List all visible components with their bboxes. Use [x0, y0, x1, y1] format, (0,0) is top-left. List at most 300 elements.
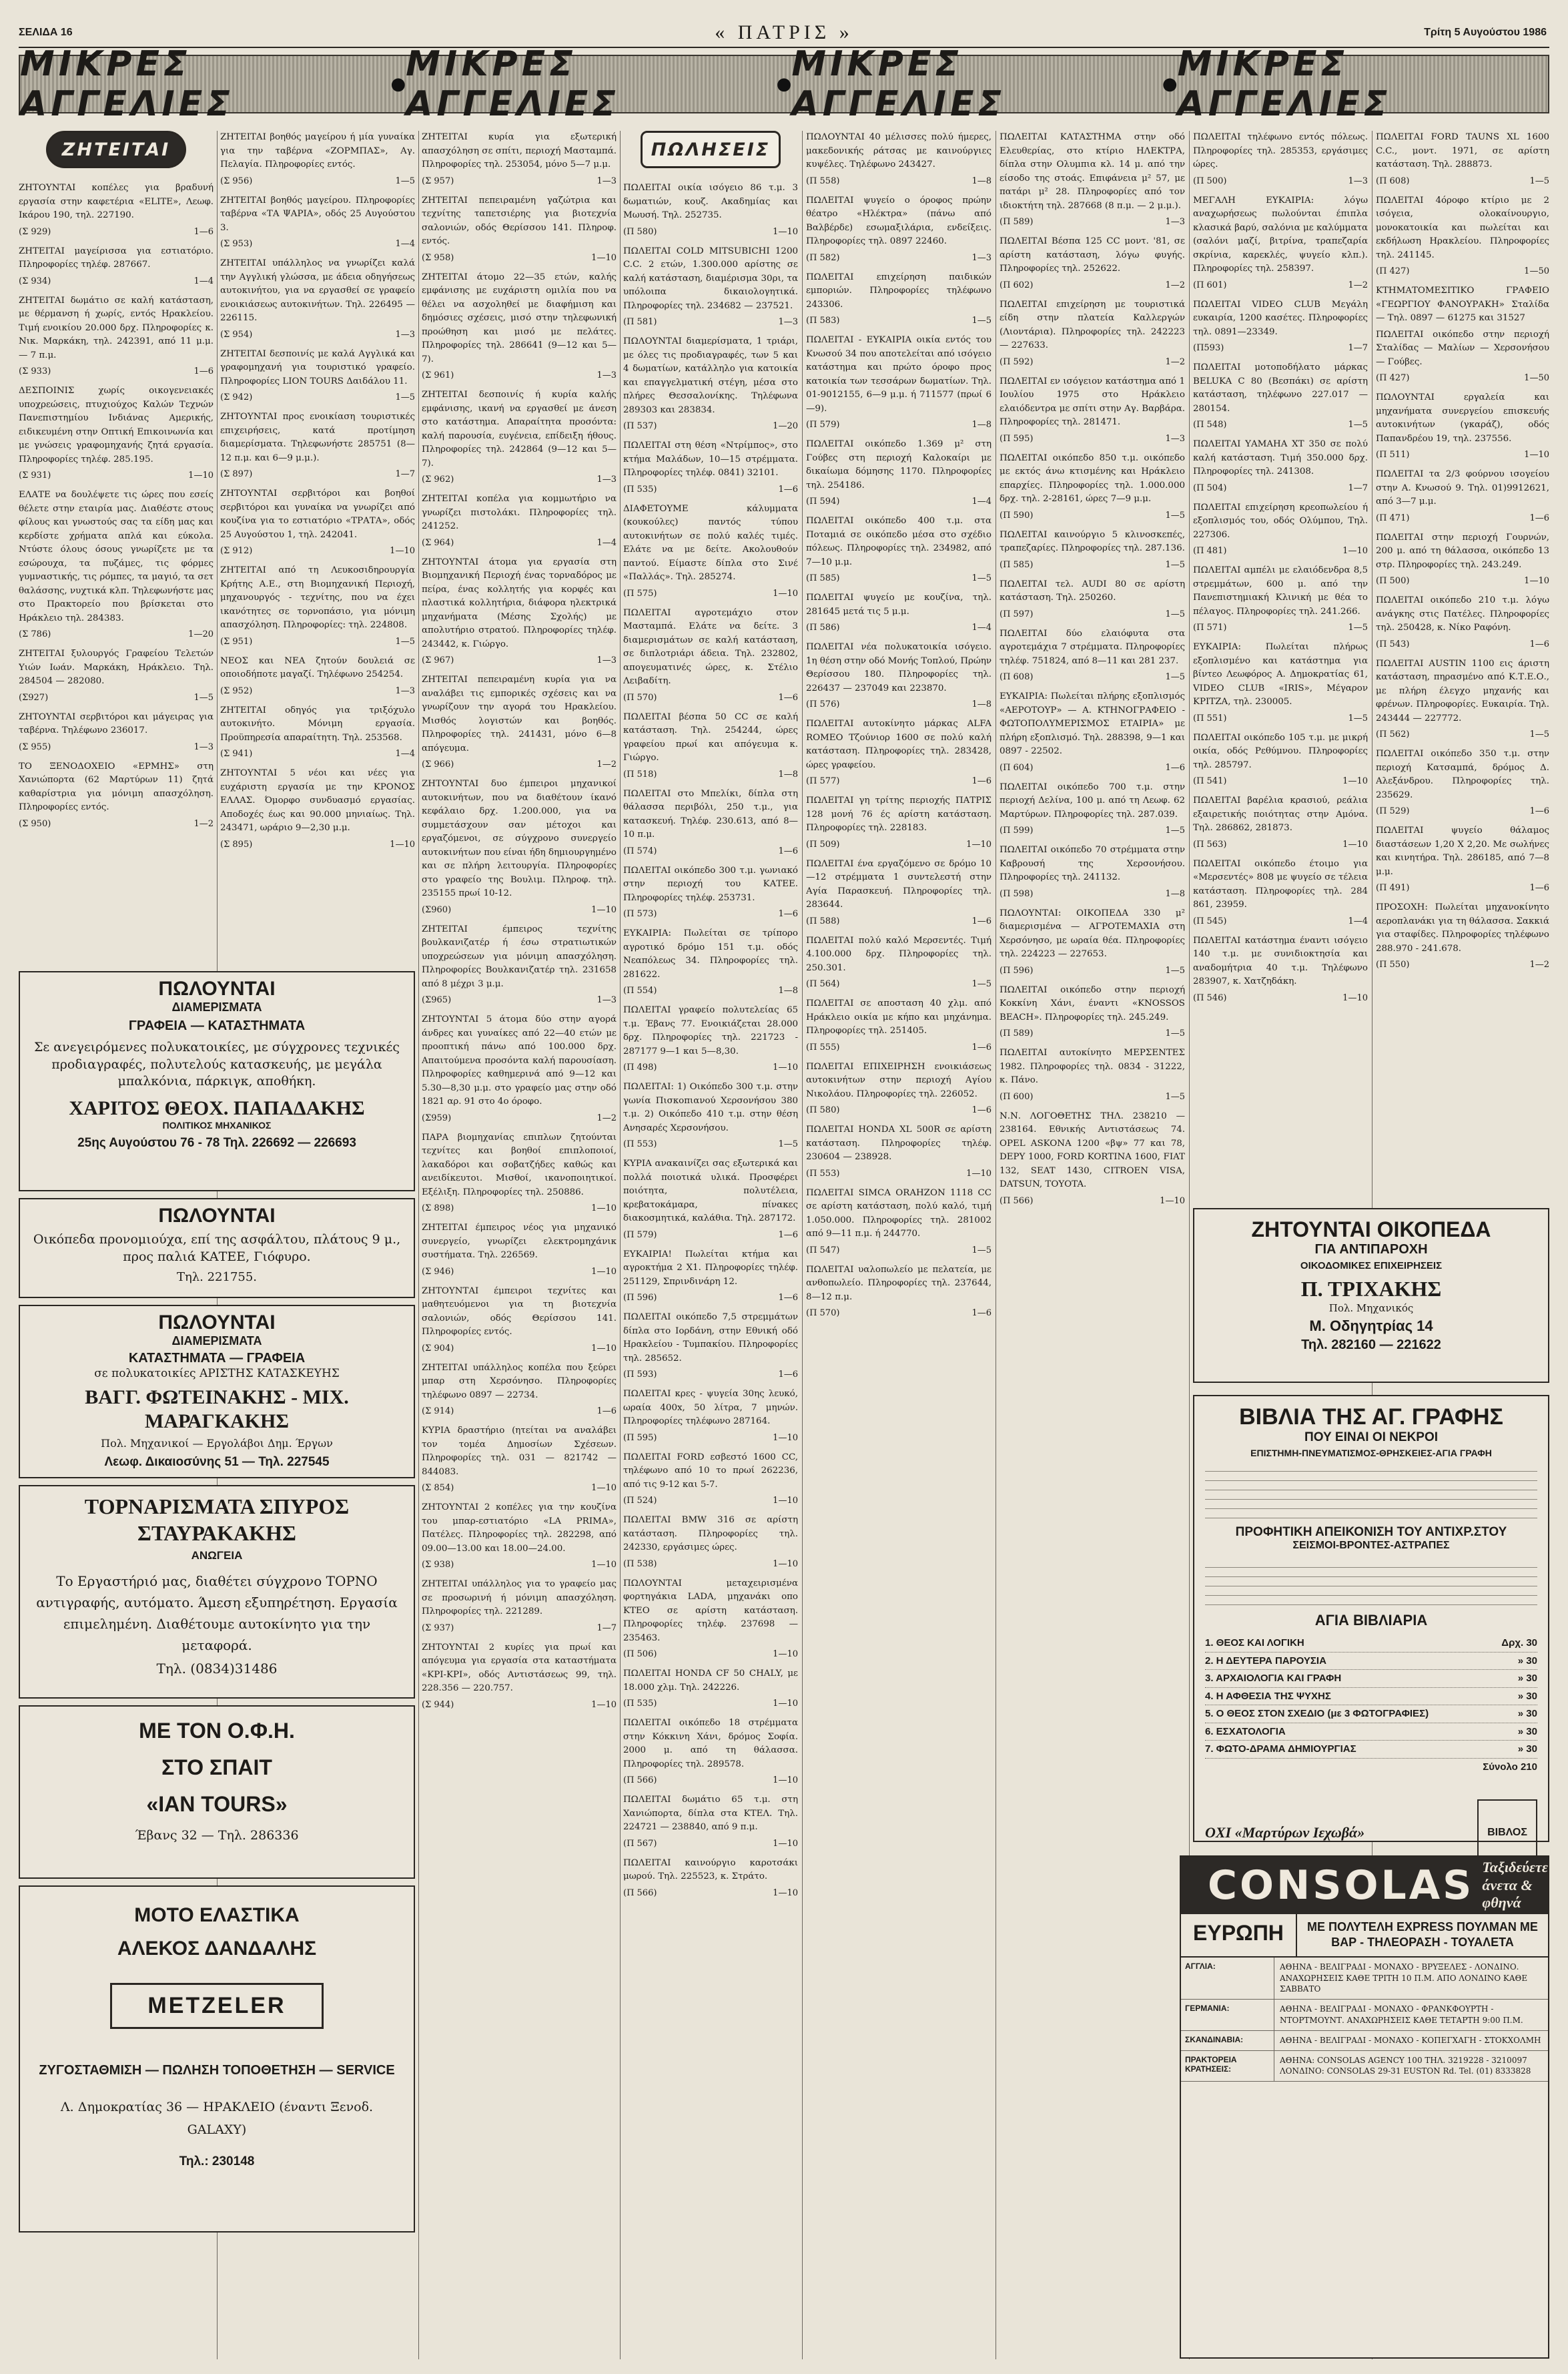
ad-code: (Π 590): [1000, 510, 1034, 521]
column-6: [1000, 131, 1185, 2359]
ad-run: 1—10: [188, 471, 214, 481]
box-role: Πολ. Μηχανικός: [1328, 1302, 1414, 1314]
ad-run: 1—6: [1529, 639, 1549, 649]
ad-reference: [623, 1697, 798, 1710]
ad-reference: [1376, 882, 1549, 894]
classified-ad: ΠΩΛΕΙΤΑΙ οικόπεδο στην περιοχή Κοκκίνη Χάνι, έναντι «KNOSSOS BEACH». Πληροφορίες τηλ. 245.249.: [1000, 984, 1185, 1022]
ad-run: 1—3: [971, 252, 992, 263]
ad-reference: [623, 1138, 798, 1151]
ad-reference: [806, 1167, 992, 1180]
ads-list: [422, 131, 617, 1711]
ad-run: 1—3: [597, 995, 617, 1005]
fine-print: [1205, 1558, 1537, 1605]
classified-ad: ΠΡΟΣΟΧΗ: Πωλείται μηχανοκίνητο αεροπλανάκι για τη θάλασσα. Σακκιά για σταφίδες. Πληροφορίες τηλέφωνο 288.970 - 241.678.: [1376, 902, 1549, 954]
classified-ad: ΠΩΛΕΙΤΑΙ καινούργιο καροτσάκι μωρού. Τηλ. 225523, κ. Στράτο.: [623, 1857, 798, 1881]
ad-reference: [623, 1558, 798, 1570]
ad-run: 1—5: [1165, 1028, 1185, 1038]
classified-ad: ΖΗΤΕΙΤΑΙ υπάλληλος για το γραφείο μας σε προσωρινή ή μόνιμη απασχόληση. Πληροφορίες τηλ. 221289.: [422, 1579, 617, 1616]
ad-run: 1—3: [1165, 217, 1185, 227]
ad-run: 1—5: [1165, 826, 1185, 836]
ad-run: 1—20: [773, 421, 798, 431]
schedule-row: [1181, 1958, 1548, 2000]
ad-code: (Σ 951): [220, 636, 253, 647]
ad-reference: [623, 1368, 798, 1381]
ad-code: (Σ 854): [422, 1483, 454, 1493]
classified-ad: ΠΩΛΕΙΤΑΙ FORD TAUNS XL 1600 C.C., μοντ. 1971, σε αρίστη κατάσταση. Τηλ. 288873.: [1376, 132, 1549, 170]
ad-code: (Π 566): [623, 1775, 657, 1785]
book-title: 6. ΕΣΧΑΤΟΛΟΓΙΑ: [1205, 1725, 1286, 1737]
classified-ad: ΝΕΟΣ και ΝΕΑ ζητούν δουλειά σε οποιοδήποτε μαγαζί. Τηλέφωνο 254254.: [220, 655, 415, 679]
ads-list: [623, 182, 798, 1899]
classified-ad: ΖΗΤΟΥΝΤΑΙ κοπέλες για βραδυνή εργασία στην καφετέρια «ΕLITE», Λεωφ. Ικάρου 190, τηλ. 227190.: [19, 183, 214, 220]
ad-run: 1—2: [1529, 960, 1549, 970]
ad-code: (Σ 786): [19, 629, 51, 639]
ad-reference: [220, 545, 415, 557]
classified-ad: ΠΩΛΕΙΤΑΙ επιχείρηση παιδικών εμποριών. Πληροφορίες τηλέφωνο 243306.: [806, 272, 992, 310]
ad-run: 1—2: [193, 818, 214, 829]
consolas-slogan: Ταξιδεύετε άνετα & φθηνά: [1482, 1859, 1548, 1911]
schedule-row: [1181, 2000, 1548, 2031]
box-contact: Τηλ. 282160 — 221622: [1301, 1338, 1441, 1353]
ad-run: 1—8: [1165, 888, 1185, 899]
ad-reference: [623, 1291, 798, 1304]
classified-ad: ΠΩΛΕΙΤΑΙ σε αποσταση 40 χλμ. από Ηράκλειο οικία με κήπο και μηχάνημα. Πληροφορίες τηλ. 251405.: [806, 998, 992, 1036]
ad-code: (Π 583): [806, 316, 840, 326]
ad-code: (Π 543): [1376, 639, 1410, 649]
ad-code: (Π 575): [623, 588, 657, 599]
classified-ad: ΠΩΛΕΙΤΑΙ οικόπεδο 350 τ.μ. στην περιοχή Κατσαμπά, δρόμος Δ. Αλεξάνδρου. Πληροφορίες τηλ. 235629.: [1376, 749, 1549, 800]
classified-ad: ΔΙΑΦΕΤΟΥΜΕ κάλυμματα (κουκούλες) παντός τύπου αυτοκινήτων σε πολύ καλές τιμές. Ελάτε να με δείτε. Ακολουθούν παντού. Είμαστε δίπλα στο Σινέ «Παλλάς». Τηλ. 285274.: [623, 503, 798, 582]
ad-reference: [422, 758, 617, 771]
ad-run: 1—10: [591, 1203, 617, 1213]
classified-ad: ΕΥΚΑΙΡΙΑ: Πωλείται σε τρίπορο αγροτικό δρόμο 151 τ.μ. οδός Νεαπόλεως 34. Πληροφορίες τηλ. 281622.: [623, 928, 798, 980]
schedule-details: ΑΘΗΝΑ - ΒΕΛΙΓΡΑΔΙ - ΜΟΝΑΧΟ - ΦΡΑΝΚΦΟΥΡΤΗ - ΝΤΟΡΤΜΟΥΝΤ. ΑΝΑΧΩΡΗΣΕΙΣ ΚΑΘΕ ΤΕΤΑΡΤΗ 9:00 Π.Μ.: [1280, 2004, 1523, 2025]
box-line: ΓΡΑΦΕΙΑ — ΚΑΤΑΣΤΗΜΑΤΑ: [128, 1018, 306, 1033]
ad-run: 1—5: [1165, 609, 1185, 619]
classified-ad: ΖΗΤΕΙΤΑΙ έμπειρος νέος για μηχανικό συνεργείο, γνωρίζει ελεκτρομηχάνικ συστήματα. Τηλ. 226569.: [422, 1223, 617, 1260]
ad-code: (Π 481): [1193, 546, 1227, 556]
box-subtitle: ΔΙΑΜΕΡΙΣΜΑΤΑ: [171, 1334, 262, 1348]
book-row: [1205, 1688, 1537, 1706]
ad-run: 1—5: [1165, 559, 1185, 570]
ad-reference: [806, 978, 992, 990]
ads-list: [1000, 131, 1185, 1207]
ad-reference: [220, 391, 415, 404]
ad-box-tornarismata: [19, 1485, 415, 1699]
ads-list: [806, 131, 992, 1319]
ad-run: 1—50: [1524, 373, 1549, 383]
ad-code: (Π 594): [806, 497, 840, 507]
book-price: » 30: [1517, 1655, 1537, 1667]
ad-run: 1—10: [773, 226, 798, 237]
ad-reference: [422, 1405, 617, 1418]
ad-reference: [623, 420, 798, 432]
book-price: » 30: [1517, 1725, 1537, 1737]
classified-ad: ΠΩΛΕΙΤΑΙ SIMCA ORAHZON 1118 CC σε αρίστη κατάσταση, πολύ καλό, τιμή 1.050.000. Πληροφορίες τηλ. 281002 από 9—11 π.μ. ή 244770.: [806, 1187, 992, 1239]
ads-list: [1193, 131, 1368, 1004]
classified-ad: ΠΩΛΕΙΤΑΙ στο Μπελίκι, δίπλα στη θάλασσα περιβόλι, 250 τ.μ., για κατασκευή. Τηλέφ. 230.613, από 8—10 π.μ.: [623, 788, 798, 840]
ad-reference: [623, 984, 798, 997]
ad-reference: [806, 621, 992, 634]
classified-ad: ΠΩΛΕΙΤΑΙ αμπέλι με ελαιόδενδρα 8,5 στρεμμάτων, 600 μ. από την Πανεπιστημιακή Κλινική με θέα το πέλαγος. Πληροφορίες τηλ. 241.266.: [1193, 565, 1368, 617]
classified-ad: ΠΩΛΕΙΤΑΙ οικόπεδο 7,5 στρεμμάτων δίπλα στο Ιορδάνη, στην Εθνική οδό Ηρακλείου - Τυμπακίου. Πληροφορίες τηλ. 285652.: [623, 1312, 798, 1364]
ad-reference: [623, 1774, 798, 1787]
ad-reference: [19, 365, 214, 378]
classified-ad: ΠΩΛΟΥΝΤΑΙ μεταχειρισμένα φορτηγάκια LADA, μηχανάκι οπο ΚΤΕΟ σε αρίστη κατάσταση. Πληροφορίες τηλέφ. 237698 — 235463.: [623, 1578, 798, 1643]
ad-code: (Π 562): [1376, 729, 1410, 739]
ad-code: (Π 538): [623, 1558, 657, 1569]
ad-code: (Π 596): [623, 1293, 657, 1303]
ad-reference: [1376, 449, 1549, 461]
ad-code: (Π 518): [623, 769, 657, 780]
ad-code: (Π 573): [623, 909, 657, 919]
ad-code: (Π 588): [806, 916, 840, 926]
ad-reference: [623, 316, 798, 328]
book-title: 3. ΑΡΧΑΙΟΛΟΓΙΑ ΚΑΙ ΓΡΑΦΗ: [1205, 1673, 1342, 1684]
ad-run: 1—2: [597, 1113, 617, 1123]
consolas-service: ΜΕ ΠΟΛΥΤΕΛΗ EXPRESS ΠΟΥΛΜΑΝ ΜΕ ΒΑΡ - ΤΗΛΕΟΡΑΣΗ - ΤΟΥΑΛΕΤΑ: [1307, 1920, 1538, 1950]
schedule-destination: ΠΡΑΚΤΟΡΕΙΑ ΚΡΑΤΗΣΕΙΣ:: [1181, 2051, 1274, 2082]
classified-ad: ΠΩΛΕΙΤΑΙ οικόπεδο 300 τ.μ. γωνιακό στην περιοχή του ΚΑΤΕΕ. Πληροφορίες τηλέφ. 253731.: [623, 865, 798, 903]
ad-code: (Π 471): [1376, 513, 1410, 523]
ad-code: (Π 558): [806, 176, 840, 186]
ad-run: 1—6: [778, 1370, 798, 1380]
classified-ad: ΠΩΛΕΙΤΑΙ βαρέλια κρασιού, ρεάλια εξαιρετικής ποιότητας στην Αμόνα. Τηλ. 286862, 281873.: [1193, 796, 1368, 833]
ad-code: (Σ 955): [19, 741, 51, 752]
ad-code: (Π 551): [1193, 713, 1227, 723]
box-contact: Τηλ. 221755.: [176, 1270, 258, 1285]
ad-run: 1—5: [971, 573, 992, 583]
ad-reference: [806, 418, 992, 431]
banner-separator: ●: [776, 74, 792, 94]
ad-run: 1—5: [971, 316, 992, 326]
ad-reference: [422, 904, 617, 916]
ad-reference: [806, 698, 992, 711]
classifieds-banner: [19, 44, 1549, 124]
ad-code: (Π 506): [623, 1649, 657, 1659]
ad-code: (Σ 944): [422, 1699, 454, 1710]
classified-ad: ΠΩΛΕΙΤΑΙ οικόπεδο 1.369 μ² στη Γούβες στη περιοχή Καλοκαίρι με δικαίωμα δόμησης 1170. Πληροφορίες τηλ. 254186.: [806, 439, 992, 491]
ad-box-consolas: [1180, 1855, 1549, 2359]
book-row: [1205, 1635, 1537, 1653]
ad-reference: [422, 1699, 617, 1711]
classified-ad: ΖΗΤΕΙΤΑΙ κυρία για εξωτερική απασχόληση σε σπίτι, περιοχή Μασταμπά. Πληροφορίες τηλ. 253054, μόνο 5—7 μ.μ.: [422, 132, 617, 170]
ad-code: (Σ 895): [220, 839, 253, 850]
classified-ad: ΠΩΛΕΙΤΑΙ ΕΠΙΧΕΙΡΗΣΗ ενοικιάσεως αυτοκινήτων στην περιοχή Αγίου Νικολάου. Πληροφορίες τηλ. 226052.: [806, 1061, 992, 1099]
ad-code: (Π 570): [806, 1308, 840, 1318]
classified-ad: ΖΗΤΟΥΝΤΑΙ 5 άτομα δύο στην αγορά άνδρες και γυναίκες από 22—40 ετών με προοπτική πάνω από 100.000 δρχ. Απαιτούμενα προσόντα καλή παρουσίαση. Πληροφορίες καθημερινά από 9—12 και 5.30—8,30 μ.μ. στο γραφείο μας στην οδό 1821 αρ. 91 στο 4ο όροφο.: [422, 1014, 617, 1107]
banner-separator: ●: [1162, 74, 1178, 94]
ad-run: 1—3: [1348, 176, 1368, 186]
ad-code: (Σ 958): [422, 252, 454, 263]
ad-reference: [623, 1432, 798, 1444]
box-contact: Τηλ. (0834)31486: [156, 1661, 278, 1677]
ad-run: 1—6: [778, 1229, 798, 1240]
ad-code: (Π 491): [1376, 883, 1410, 893]
ad-code: (Π 548): [1193, 420, 1227, 430]
ad-run: 1—10: [591, 1699, 617, 1710]
box-title: ΠΩΛΟΥΝΤΑΙ: [158, 978, 276, 1000]
ad-code: (Σ 937): [422, 1622, 454, 1633]
ad-code: (Σ 950): [19, 818, 51, 829]
ad-code: (Π 586): [806, 623, 840, 633]
ad-code: (Π 580): [806, 1105, 840, 1115]
ad-reference: [19, 226, 214, 238]
book-price: » 30: [1517, 1743, 1537, 1755]
ad-reference: [1376, 175, 1549, 188]
ad-code: (Π 564): [806, 979, 840, 989]
ad-code: (Σ 957): [422, 176, 454, 186]
ad-box-moto-elastika: [19, 1885, 415, 2233]
classified-ad: ΠΩΛΕΙΤΑΙ: 1) Οικόπεδο 300 τ.μ. στην γωνία Πισκοπιανού Χερσονήσου 380 τ.μ. 2) Οικόπεδο 410 τ.μ. στην θέση Ανησαρές Χερσονήσου.: [623, 1082, 798, 1133]
ad-code: (Π593): [1193, 343, 1224, 353]
ad-code: (Π 595): [1000, 433, 1034, 444]
classified-ad: ΠΩΛΟΥΝΤΑΙ 40 μέλισσες πολύ ήμερες, μακεδονικής ράτσας με καινούργιες κυψέλες. Τηλέφωνο 243427.: [806, 132, 992, 170]
ad-run: 1—10: [773, 1063, 798, 1073]
classified-ad: ΕΥΚΑΙΡΙΑ: Πωλείται πλήρως εξοπλισμένο και κατάστημα για βίντεο Λεωφόρος Α. Δημοκρατίας 61, VIDEO CLUB «IRIS», Μέγαρον ΚΡΙΤΖΑ, τηλ. 230005.: [1193, 642, 1368, 707]
ad-code: (Σ 953): [220, 239, 253, 249]
ad-code: (Σ 956): [220, 176, 253, 186]
ad-reference: [623, 691, 798, 704]
ad-run: 1—4: [971, 497, 992, 507]
ad-code: (Π 550): [1376, 960, 1410, 970]
ad-run: 1—4: [1348, 916, 1368, 926]
classified-ad: ΠΩΛΕΙΤΑΙ στην περιοχή Γουρνών, 200 μ. από τη θάλασσα, οικόπεδο 13 στρ. Πληροφορίες τηλ. 243.249.: [1376, 532, 1549, 570]
ad-code: (Π 427): [1376, 266, 1410, 276]
box-line: ΑΛΕΚΟΣ ΔΑΝΔΑΛΗΣ: [117, 1938, 317, 1960]
ad-reference: [1376, 958, 1549, 971]
ad-code: (Σ 912): [220, 546, 253, 556]
classified-ad: ΠΩΛΕΙΤΑΙ δωμάτιο 65 τ.μ. στη Χανιώπορτα, δίπλα στα ΚΤΕΛ. Τηλ. 224721 — 238840, από 9 π.μ.: [623, 1795, 798, 1832]
ad-run: 1—6: [971, 776, 992, 786]
ad-run: 1—8: [971, 420, 992, 430]
ad-reference: [19, 818, 214, 830]
ad-reference: [220, 328, 415, 341]
ad-run: 1—4: [597, 537, 617, 548]
book-title: 1. ΘΕΟΣ ΚΑΙ ΛΟΓΙΚΗ: [1205, 1637, 1304, 1649]
ad-run: 1—10: [591, 252, 617, 263]
ad-reference: [422, 1112, 617, 1125]
classified-ad: ΠΩΛΕΙΤΑΙ FORD εσβεστό 1600 CC, τηλέφωνο από 10 το πρωί 262236, από τις 9-12 και 5-7.: [623, 1452, 798, 1490]
ad-code: (Π 535): [623, 1699, 657, 1709]
classified-ad: ΖΗΤΕΙΤΑΙ υπάλληλος κοπέλα που ξεύρει μπαρ στη Χερσόνησο. Πληροφορίες τηλέφωνο 0897 — 22734.: [422, 1362, 617, 1400]
classified-ad: ΠΩΛΕΙΤΑΙ ψυγείο με κουζίνα, τηλ. 281645 μετά τις 5 μ.μ.: [806, 593, 992, 617]
classified-ad: ΠΩΛΕΙΤΑΙ τα 2/3 φούρνου ισογείου στην Α. Κνωσού 9. Τηλ. 01)9912621, από 3—7 μ.μ.: [1376, 469, 1549, 507]
book-row: [1205, 1670, 1537, 1688]
classified-ad: ΠΩΛΕΙΤΑΙ αγροτεμάχιο στον Μασταμπά. Ελάτε να δείτε. 3 διαμερισμάτων σε καλή κατάσταση, σε διπλοτριάρι άδεια. Τηλ. 232802, απογευματινές ώρες, κ. Στέλιο Λειβαδίτη.: [623, 607, 798, 686]
classified-ad: ΕΥΚΑΙΡΙΑ: Πωλείται πλήρης εξοπλισμός «ΑΕΡΟΤΟΥΡ» — Α. ΚΤΗΝΟΓΡΑΦΕΙΟ - ΦΩΤΟΠΟΛΥΜΕΡΙΣΜΟΣ ΕΤΑΙΡΙΑ» με πλήρη εξοπλισμό. Τηλ. 288398, 9—1 και 0897 - 22502.: [1000, 691, 1185, 756]
ad-code: (Π 579): [623, 1229, 657, 1240]
ad-code: (Σ965): [422, 995, 452, 1005]
schedule-row: [1181, 2051, 1548, 2082]
ad-reference: [623, 1887, 798, 1899]
box-contact: Λεωφ. Δικαιοσύνης 51 — Τηλ. 227545: [104, 1454, 330, 1469]
ad-code: (Σ 952): [220, 685, 253, 696]
ad-code: (Π 570): [623, 692, 657, 703]
ad-reference: [422, 252, 617, 264]
ad-code: (Π 553): [623, 1139, 657, 1149]
classified-ad: ΠΩΛΕΙΤΑΙ 4όροφο κτίριο με 2 ισόγεια, ολοκαίνουργιο, μονοκατοικία και πωλείται και εκδήλωση Ηρακλείου. Πληροφορίες τηλ. 241145.: [1376, 195, 1549, 260]
classified-ad: ΠΩΛΕΙΤΑΙ γραφείο πολυτελείας 65 τ.μ. Έβανς 77. Ενοικιάζεται 28.000 δρχ. Πληροφορίες τηλ. 221723 - 287177 9—1 και 5—8,30.: [623, 1005, 798, 1057]
classified-ad: ΠΩΛΕΙΤΑΙ κρες - ψυγεία 30ης λευκό, ωραία 400x, 50 λίτρα, 7 μηνών. Πληροφορίες τηλέφωνο 287164.: [623, 1389, 798, 1426]
ad-code: (Π 580): [623, 226, 657, 237]
classified-ad: ΠΩΛΕΙΤΑΙ στη θέση «Ντρίμπος», στο κτήμα Μαλάδων, 10—15 στρέμματα. Πληροφορίες τηλέφ. 0841) 32101.: [623, 440, 798, 478]
classified-ad: ΠΩΛΕΙΤΑΙ οικόπεδο 850 τ.μ. οικόπεδο με εκτός άνω κτισμένης και Ηράκλειο επαρχίες. Πληροφορίες τηλ. 1.000.000 δρχ. τηλ. 2-28161, ώρες 7—9 μ.μ.: [1000, 453, 1185, 504]
ad-reference: [422, 537, 617, 549]
ad-run: 1—5: [1165, 510, 1185, 521]
ad-run: 1—10: [390, 546, 415, 556]
box-name: Π. ΤΡΙΧΑΚΗΣ: [1300, 1277, 1442, 1301]
ad-reference: [1376, 575, 1549, 587]
column-rule: [802, 131, 803, 2359]
ad-code: (Π 567): [623, 1838, 657, 1849]
classified-ad: ΜΕΓΑΛΗ ΕΥΚΑΙΡΙΑ: λόγω αναχωρήσεως πωλούνται έπιπλα κλασικά βαρύ, σαλόνια με καλύμματα (σαλόνι μαζί, βιτρίνα, τραπεζαρία σκρίνια, καρεκλές, ψυγείο κλπ.). Πληροφορίες τηλ. 258397.: [1193, 195, 1368, 274]
ad-reference: [1000, 671, 1185, 683]
classified-ad: ΠΩΛΕΙΤΑΙ οικόπεδο 70 στρέμματα στην Καβρουσή της Χερσονήσου. Πληροφορίες τηλ. 241132.: [1000, 845, 1185, 882]
ad-code: (Π 608): [1376, 176, 1410, 186]
classified-ad: ΠΩΛΕΙΤΑΙ οικόπεδο στην περιοχή Σταλίδας — Μαλίων — Χερσονήσου — Γούβες.: [1376, 329, 1549, 367]
ad-code: (Σ 938): [422, 1560, 454, 1570]
ad-run: 1—2: [1165, 356, 1185, 367]
ad-run: 1—10: [773, 1649, 798, 1659]
ad-reference: [623, 226, 798, 238]
ad-code: (Π 585): [806, 573, 840, 583]
ad-run: 1—10: [390, 839, 415, 850]
ad-code: (Σ960): [422, 904, 452, 915]
box-line: σε πολυκατοικίες ΑΡΙΣΤΗΣ ΚΑΤΑΣΚΕΥΗΣ: [94, 1367, 340, 1380]
schedule-destination: ΑΓΓΛΙΑ:: [1181, 1958, 1274, 1999]
ads-list: [1376, 131, 1549, 971]
box-line: «IAN TOURS»: [146, 1792, 288, 1816]
ad-code: (Π 581): [623, 317, 657, 327]
ad-reference: [422, 1622, 617, 1635]
issue-date: Τρίτη 5 Αυγούστου 1986: [1424, 27, 1547, 38]
ad-reference: [19, 741, 214, 754]
ad-code: (Σ 904): [422, 1343, 454, 1354]
classified-ad: ΠΩΛΕΙΤΑΙ HONDA XL 500R σε αρίστη κατάσταση. Πληροφορίες τηλέφ. 230604 — 238928.: [806, 1125, 992, 1162]
ad-code: (Π 524): [623, 1496, 657, 1506]
ad-code: (Σ 966): [422, 760, 454, 770]
ad-run: 1—6: [1529, 513, 1549, 523]
ad-code: (Σ 946): [422, 1266, 454, 1277]
ad-reference: [1000, 608, 1185, 621]
box-subtitle: ΔΙΑΜΕΡΙΣΜΑΤΑ: [171, 1000, 262, 1014]
ad-code: (Π 597): [1000, 609, 1034, 619]
ad-box-ian-tours: [19, 1705, 415, 1879]
box-contact: Έβανς 32 — Τηλ. 286336: [135, 1828, 299, 1843]
classified-ad: ΠΩΛΕΙΤΑΙ ψυγείο ο όροφος πρώην θέατρο «Ηλέκτρα» (πάνω από Βαλβέρδε) εσωμαξιλάρια, ενδείξεις. Πληροφορίες τηλ. 0897 22460.: [806, 195, 992, 246]
classified-ad: ΖΗΤΟΥΝΤΑΙ 2 κοπέλες για την κουζίνα του μπαρ-εστιατόριο «LA PRIMA», Πατέλες. Πληροφορίες τηλ. 282298, από 09.00—13.00 και 18.00—24.00.: [422, 1502, 617, 1554]
box-body: ΖΥΓΟΣΤΑΘΜΙΣΗ — ΠΩΛΗΣΗ ΤΟΠΟΘΕΤΗΣΗ — SERVICE: [39, 2063, 395, 2078]
classified-ad: ΠΩΛΕΙΤΑΙ οικόπεδο 210 τ.μ. λόγω ανάγκης στις Πατέλες. Πληροφορίες τηλ. 250428, κ. Νίκο Ραφόνη.: [1376, 595, 1549, 633]
ad-run: 1—3: [395, 685, 415, 696]
ad-run: 1—10: [1342, 776, 1368, 786]
box-line: ΕΠΙΣΤΗΜΗ-ΠΝΕΥΜΑΤΙΣΜΟΣ-ΘΡΗΣΚΕΙΕΣ-ΑΓΙΑ ΓΡΑΦΗ: [1250, 1448, 1492, 1458]
ad-run: 1—3: [193, 741, 214, 752]
classified-ad: ΠΩΛΕΙΤΑΙ ΚΑΤΑΣΤΗΜΑ στην οδό Ελευθερίας, στο κτίριο ΗΛΕΚΤΡΑ, δίπλα στην Ολυμπια κλ. 14 μ. από την είσοδο της στοάς. Επιφάνεια μ² 57, με πατάρι μ² 28. Πληροφορίες από τον ιδιοκτήτη τηλ. 287668 (8 π.μ. — 2 μ.μ.).: [1000, 132, 1185, 211]
book-title: 7. ΦΩΤΟ-ΔΡΑΜΑ ΔΗΜΙΟΥΡΓΙΑΣ: [1205, 1743, 1356, 1755]
box-name: ΒΑΓΓ. ΦΩΤΕΙΝΑΚΗΣ - ΜΙΧ. ΜΑΡΑΓΚΑΚΗΣ: [85, 1386, 349, 1432]
box-body: Οικόπεδα προνομιούχα, επί της ασφάλτου, πλάτους 9 μ., προς παλιά ΚΑΤΕΕ, Γιόφυρο.: [33, 1232, 401, 1264]
book-title: 2. Η ΔΕΥΤΕΡΑ ΠΑΡΟΥΣΙΑ: [1205, 1655, 1326, 1667]
consolas-region: ΕΥΡΩΠΗ: [1181, 1914, 1297, 1956]
ad-run: 1—6: [778, 692, 798, 703]
book-row: [1205, 1705, 1537, 1723]
ad-code: (Π 566): [1000, 1195, 1034, 1206]
ad-run: 1—10: [1342, 992, 1368, 1003]
ad-run: 1—10: [1342, 546, 1368, 556]
box-line: ΜΟΤΟ ΕΛΑΣΤΙΚΑ: [134, 1904, 300, 1926]
ad-code: (Π 589): [1000, 1028, 1034, 1038]
classified-ad: ΖΗΤΕΙΤΑΙ κοπέλα για κομμωτήριο να γνωρίζει πιστολάκι. Πληροφορίες τηλ. 241252.: [422, 494, 617, 531]
ad-run: 1—50: [1524, 266, 1549, 276]
ad-run: 1—8: [971, 699, 992, 709]
box-body: Σε ανεγειρόμενες πολυκατοικίες, με σύγχρονες τεχνικές προδιαγραφές, πολυτελούς κατασκευής, με μεγάλα μπαλκόνια, πάρκιγκ, αποθήκη.: [33, 1040, 400, 1089]
ad-reference: [422, 1265, 617, 1278]
ad-reference: [220, 238, 415, 250]
ad-code: (Π 427): [1376, 373, 1410, 383]
ad-code: (Σ 898): [422, 1203, 454, 1213]
ad-reference: [220, 685, 415, 697]
ad-reference: [1193, 279, 1368, 292]
classified-ad: ΠΩΛΕΙΤΑΙ AUSTIN 1100 εις άριστη κατάσταση, πηρασμένο από Κ.Τ.Ε.Ο., με πλήρη έλεγχο μηχανής και φρένων. Πληροφορίες. Ευκαιρία. Τηλ. 243444 — 227772.: [1376, 658, 1549, 723]
book-row: [1205, 1741, 1537, 1759]
ad-run: 1—20: [188, 629, 214, 639]
ad-reference: [1193, 482, 1368, 495]
ad-code: (Π 500): [1193, 176, 1227, 186]
ad-reference: [806, 1104, 992, 1117]
ad-run: 1—5: [1165, 965, 1185, 976]
ad-code: (Π 598): [1000, 888, 1034, 899]
classified-ad: ΖΗΤΟΥΝΤΑΙ έμπειροι τεχνίτες και μαθητευόμενοι για τη βιοτεχνία σαλονιών, οδός Θερίσσου 141. Πληροφορίες εντός.: [422, 1285, 617, 1337]
ad-code: (Σ 961): [422, 370, 454, 380]
ad-run: 1—5: [971, 1245, 992, 1255]
ad-run: 1—3: [778, 317, 798, 327]
ad-reference: [623, 1061, 798, 1074]
ad-code: (Π 555): [806, 1042, 840, 1053]
ad-run: 1—10: [1524, 576, 1549, 586]
classified-ad: ΠΩΛΟΥΝΤΑΙ διαμερίσματα, 1 τριάρι, με όλες τις προδιαγραφές, των 5 και 4 δωματίων, κατάλληλο για κατοικία και επαγγελματική στέγη, μέσα στο πλήρες Θεσσαλονίκης. Τηλέφωνα 289303 και 283834.: [623, 336, 798, 415]
ad-reference: [1193, 545, 1368, 557]
ad-reference: [806, 1041, 992, 1054]
ad-run: 1—5: [395, 392, 415, 402]
box-body: Το Εργαστήριό μας, διαθέτει σύγχρονο ΤΟΡΝΟ αντιγραφής, αυτόματο. Άμεση εξυπηρέτηση. Εργασία επιμελημένη. Διαθέτουμε αυτοκίνητο για την μεταφορά.: [36, 1573, 398, 1653]
book-title: 5. Ο ΘΕΟΣ ΣΤΟΝ ΣΧΕΔΙΟ (με 3 ΦΩΤΟΓΡΑΦΙΕΣ): [1205, 1708, 1429, 1719]
column-4: [623, 131, 798, 2359]
ad-reference: [220, 748, 415, 760]
ad-code: (Σ 964): [422, 537, 454, 548]
classified-ad: ΖΗΤΟΥΝΤΑΙ 5 νέοι και νέες για ευχάριστη εργασία με την ΚΡΟΝΟΣ ΕΛΛΑΣ. Όμορφο συνδυασμό εργασίας. Αποδοχές έως και 90.000 μηνιαίως. Τηλ. 243471, ωράριο 9—2,30 μ.μ.: [220, 768, 415, 833]
classified-ad: ΠΩΛΕΙΤΑΙ τελ. AUDI 80 σε αρίστη κατάσταση. Τηλ. 250260.: [1000, 579, 1185, 603]
classified-ad: ΖΗΤΕΙΤΑΙ υπάλληλος να γνωρίζει καλά την Αγγλική γλώσσα, με άδεια οδηγήσεως αυτοκινήτου, για να εργασθεί σε γραφείο ενοικιάσεως αυτοκινήτων. Τηλ. 226495 — 226115.: [220, 258, 415, 323]
ad-code: (Π 596): [1000, 965, 1034, 976]
box-line: ΚΑΤΑΣΤΗΜΑΤΑ — ΓΡΑΦΕΙΑ: [128, 1351, 306, 1366]
ad-run: 1—10: [773, 588, 798, 599]
ad-reference: [422, 1202, 617, 1215]
ad-code: (Σ 962): [422, 475, 454, 485]
ad-run: 1—10: [966, 1168, 992, 1179]
book-price: » 30: [1517, 1708, 1537, 1719]
classified-ad: Ν.Ν. ΛΟΓΟΘΕΤΗΣ ΤΗΛ. 238210 — 238164. Εθνικής Αντιστάσεως 74. OPEL ASKONA 1200 «βψ» 77 και 78, DEPY 1000, FORD KORTINA 1600, FIAT 132, SEAT 1430, CITROEN VISA, DATSUN, TOYOTA.: [1000, 1111, 1185, 1189]
book-price: Δρχ. 30: [1501, 1637, 1537, 1649]
ad-box-vivlia: [1193, 1395, 1549, 1842]
ad-run: 1—7: [395, 469, 415, 479]
ad-code: (Π 529): [1376, 806, 1410, 816]
ad-code: (Σ959): [422, 1113, 452, 1123]
box-title: ΤΟΡΝΑΡΙΣΜΑΤΑ ΣΠΥΡΟΣ ΣΤΑΥΡΑΚΑΚΗΣ: [84, 1494, 350, 1545]
ad-run: 1—6: [193, 366, 214, 376]
ad-code: (Σ 967): [422, 655, 454, 665]
